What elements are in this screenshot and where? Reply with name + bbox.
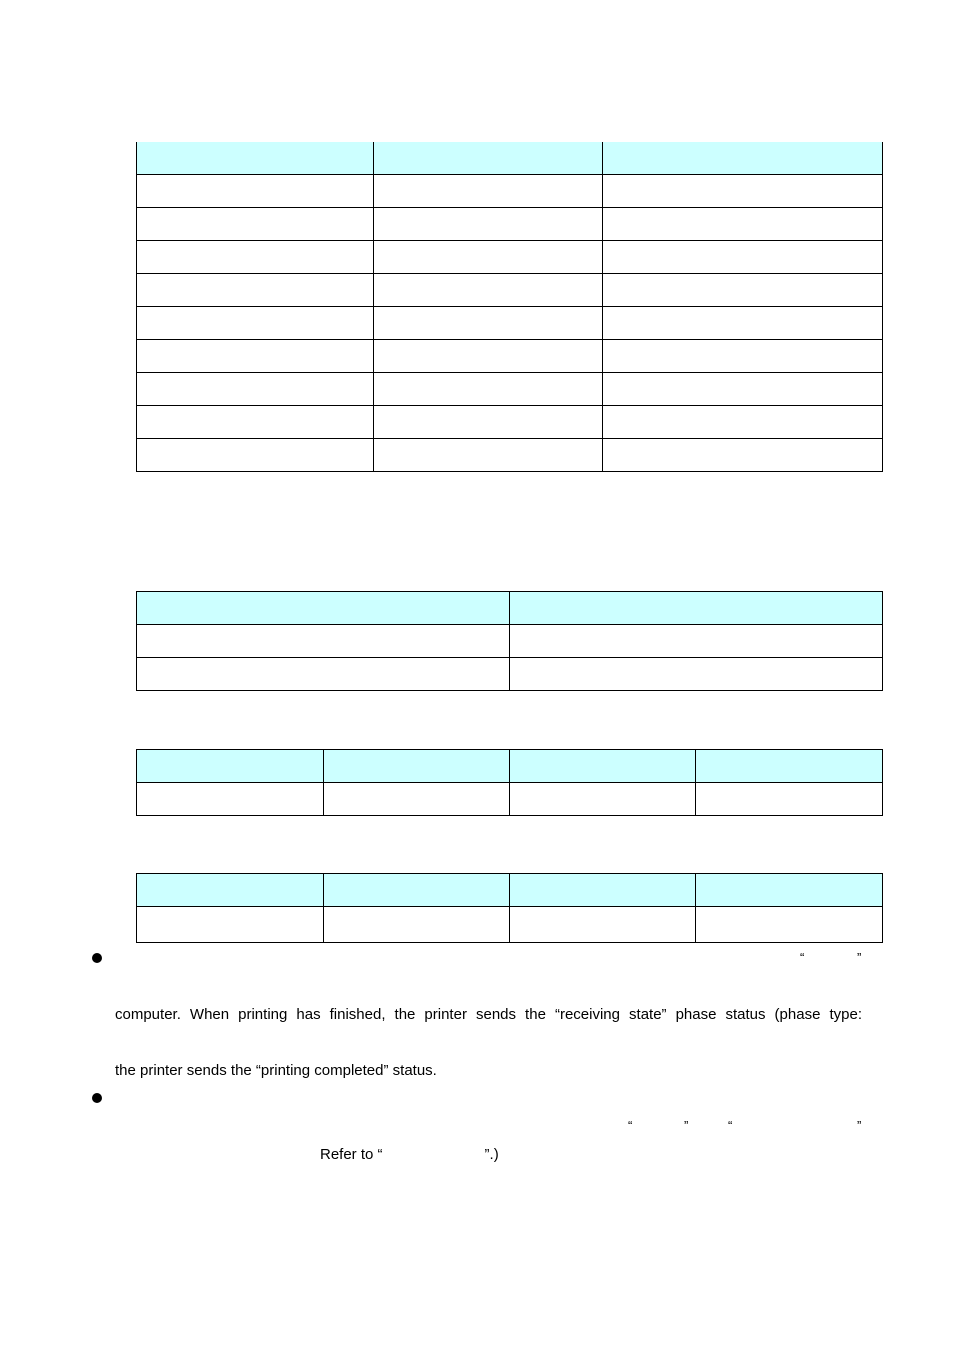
table-cell — [137, 175, 374, 208]
table-cell — [324, 907, 510, 943]
table-cell — [510, 592, 883, 625]
table-row — [137, 907, 883, 943]
table-cell — [137, 783, 324, 816]
table-cell — [603, 175, 883, 208]
table-cell — [510, 907, 696, 943]
table-1 — [136, 142, 883, 472]
table-row — [137, 340, 883, 373]
table-cell — [374, 340, 603, 373]
table-cell — [510, 658, 883, 691]
table-row — [137, 307, 883, 340]
bullet-icon — [92, 953, 102, 963]
open-quote: “ — [800, 950, 805, 965]
table-cell — [137, 625, 510, 658]
table-cell — [603, 340, 883, 373]
table-row — [137, 406, 883, 439]
table-row — [137, 274, 883, 307]
table-row — [137, 241, 883, 274]
table-4-header-row — [137, 874, 883, 907]
table-cell — [374, 307, 603, 340]
table-2-header-row — [137, 592, 883, 625]
open-quote: “ — [628, 1118, 633, 1133]
table-row — [137, 783, 883, 816]
table-row — [137, 625, 883, 658]
table-cell — [137, 874, 324, 907]
table-cell — [603, 373, 883, 406]
table-cell — [324, 750, 510, 783]
table-cell — [137, 142, 374, 175]
table-cell — [374, 241, 603, 274]
table-row — [137, 439, 883, 472]
open-quote: “ — [728, 1118, 733, 1133]
table-cell — [137, 373, 374, 406]
table-cell — [137, 750, 324, 783]
table-cell — [137, 208, 374, 241]
table-cell — [137, 307, 374, 340]
table-cell — [374, 406, 603, 439]
refer-suffix: ”.) — [484, 1146, 499, 1163]
table-cell — [324, 783, 510, 816]
table-cell — [137, 340, 374, 373]
table-row — [137, 373, 883, 406]
table-row — [137, 658, 883, 691]
table-3 — [136, 749, 883, 816]
paragraph-line-computer: computer. When printing has finished, the printer sends the “receiving state” phase status (phase type: — [115, 1006, 862, 1023]
table-cell — [374, 373, 603, 406]
table-cell — [603, 208, 883, 241]
table-cell — [603, 406, 883, 439]
close-quote: ” — [684, 1118, 689, 1133]
table-cell — [374, 175, 603, 208]
paragraph-line-printing-completed: the printer sends the “printing completed” status. — [115, 1062, 437, 1079]
table-cell — [374, 274, 603, 307]
table-row — [137, 175, 883, 208]
table-cell — [603, 307, 883, 340]
table-cell — [374, 142, 603, 175]
refer-prefix: Refer to “ — [320, 1146, 383, 1163]
table-cell — [510, 874, 696, 907]
close-quote: ” — [857, 1118, 862, 1133]
table-cell — [137, 274, 374, 307]
column-divider — [323, 881, 324, 907]
table-4 — [136, 873, 883, 943]
table-cell — [603, 241, 883, 274]
close-quote: ” — [857, 950, 862, 965]
table-cell — [374, 439, 603, 472]
refer-to-line — [320, 1146, 499, 1164]
table-cell — [137, 658, 510, 691]
table-cell — [137, 241, 374, 274]
column-divider — [323, 757, 324, 783]
table-cell — [603, 274, 883, 307]
table-cell — [137, 907, 324, 943]
table-cell — [696, 907, 883, 943]
table-3-header-row — [137, 750, 883, 783]
table-2 — [136, 591, 883, 691]
bullet-icon — [92, 1093, 102, 1103]
table-cell — [324, 874, 510, 907]
table-cell — [137, 439, 374, 472]
table-cell — [603, 142, 883, 175]
reference-link[interactable] — [383, 1146, 485, 1162]
table-cell — [137, 406, 374, 439]
table-cell — [696, 874, 883, 907]
table-cell — [374, 208, 603, 241]
table-1-header-row — [137, 142, 883, 175]
table-row — [137, 208, 883, 241]
table-cell — [510, 783, 696, 816]
table-cell — [137, 592, 510, 625]
table-cell — [696, 783, 883, 816]
table-cell — [696, 750, 883, 783]
table-cell — [603, 439, 883, 472]
table-cell — [510, 750, 696, 783]
table-cell — [510, 625, 883, 658]
